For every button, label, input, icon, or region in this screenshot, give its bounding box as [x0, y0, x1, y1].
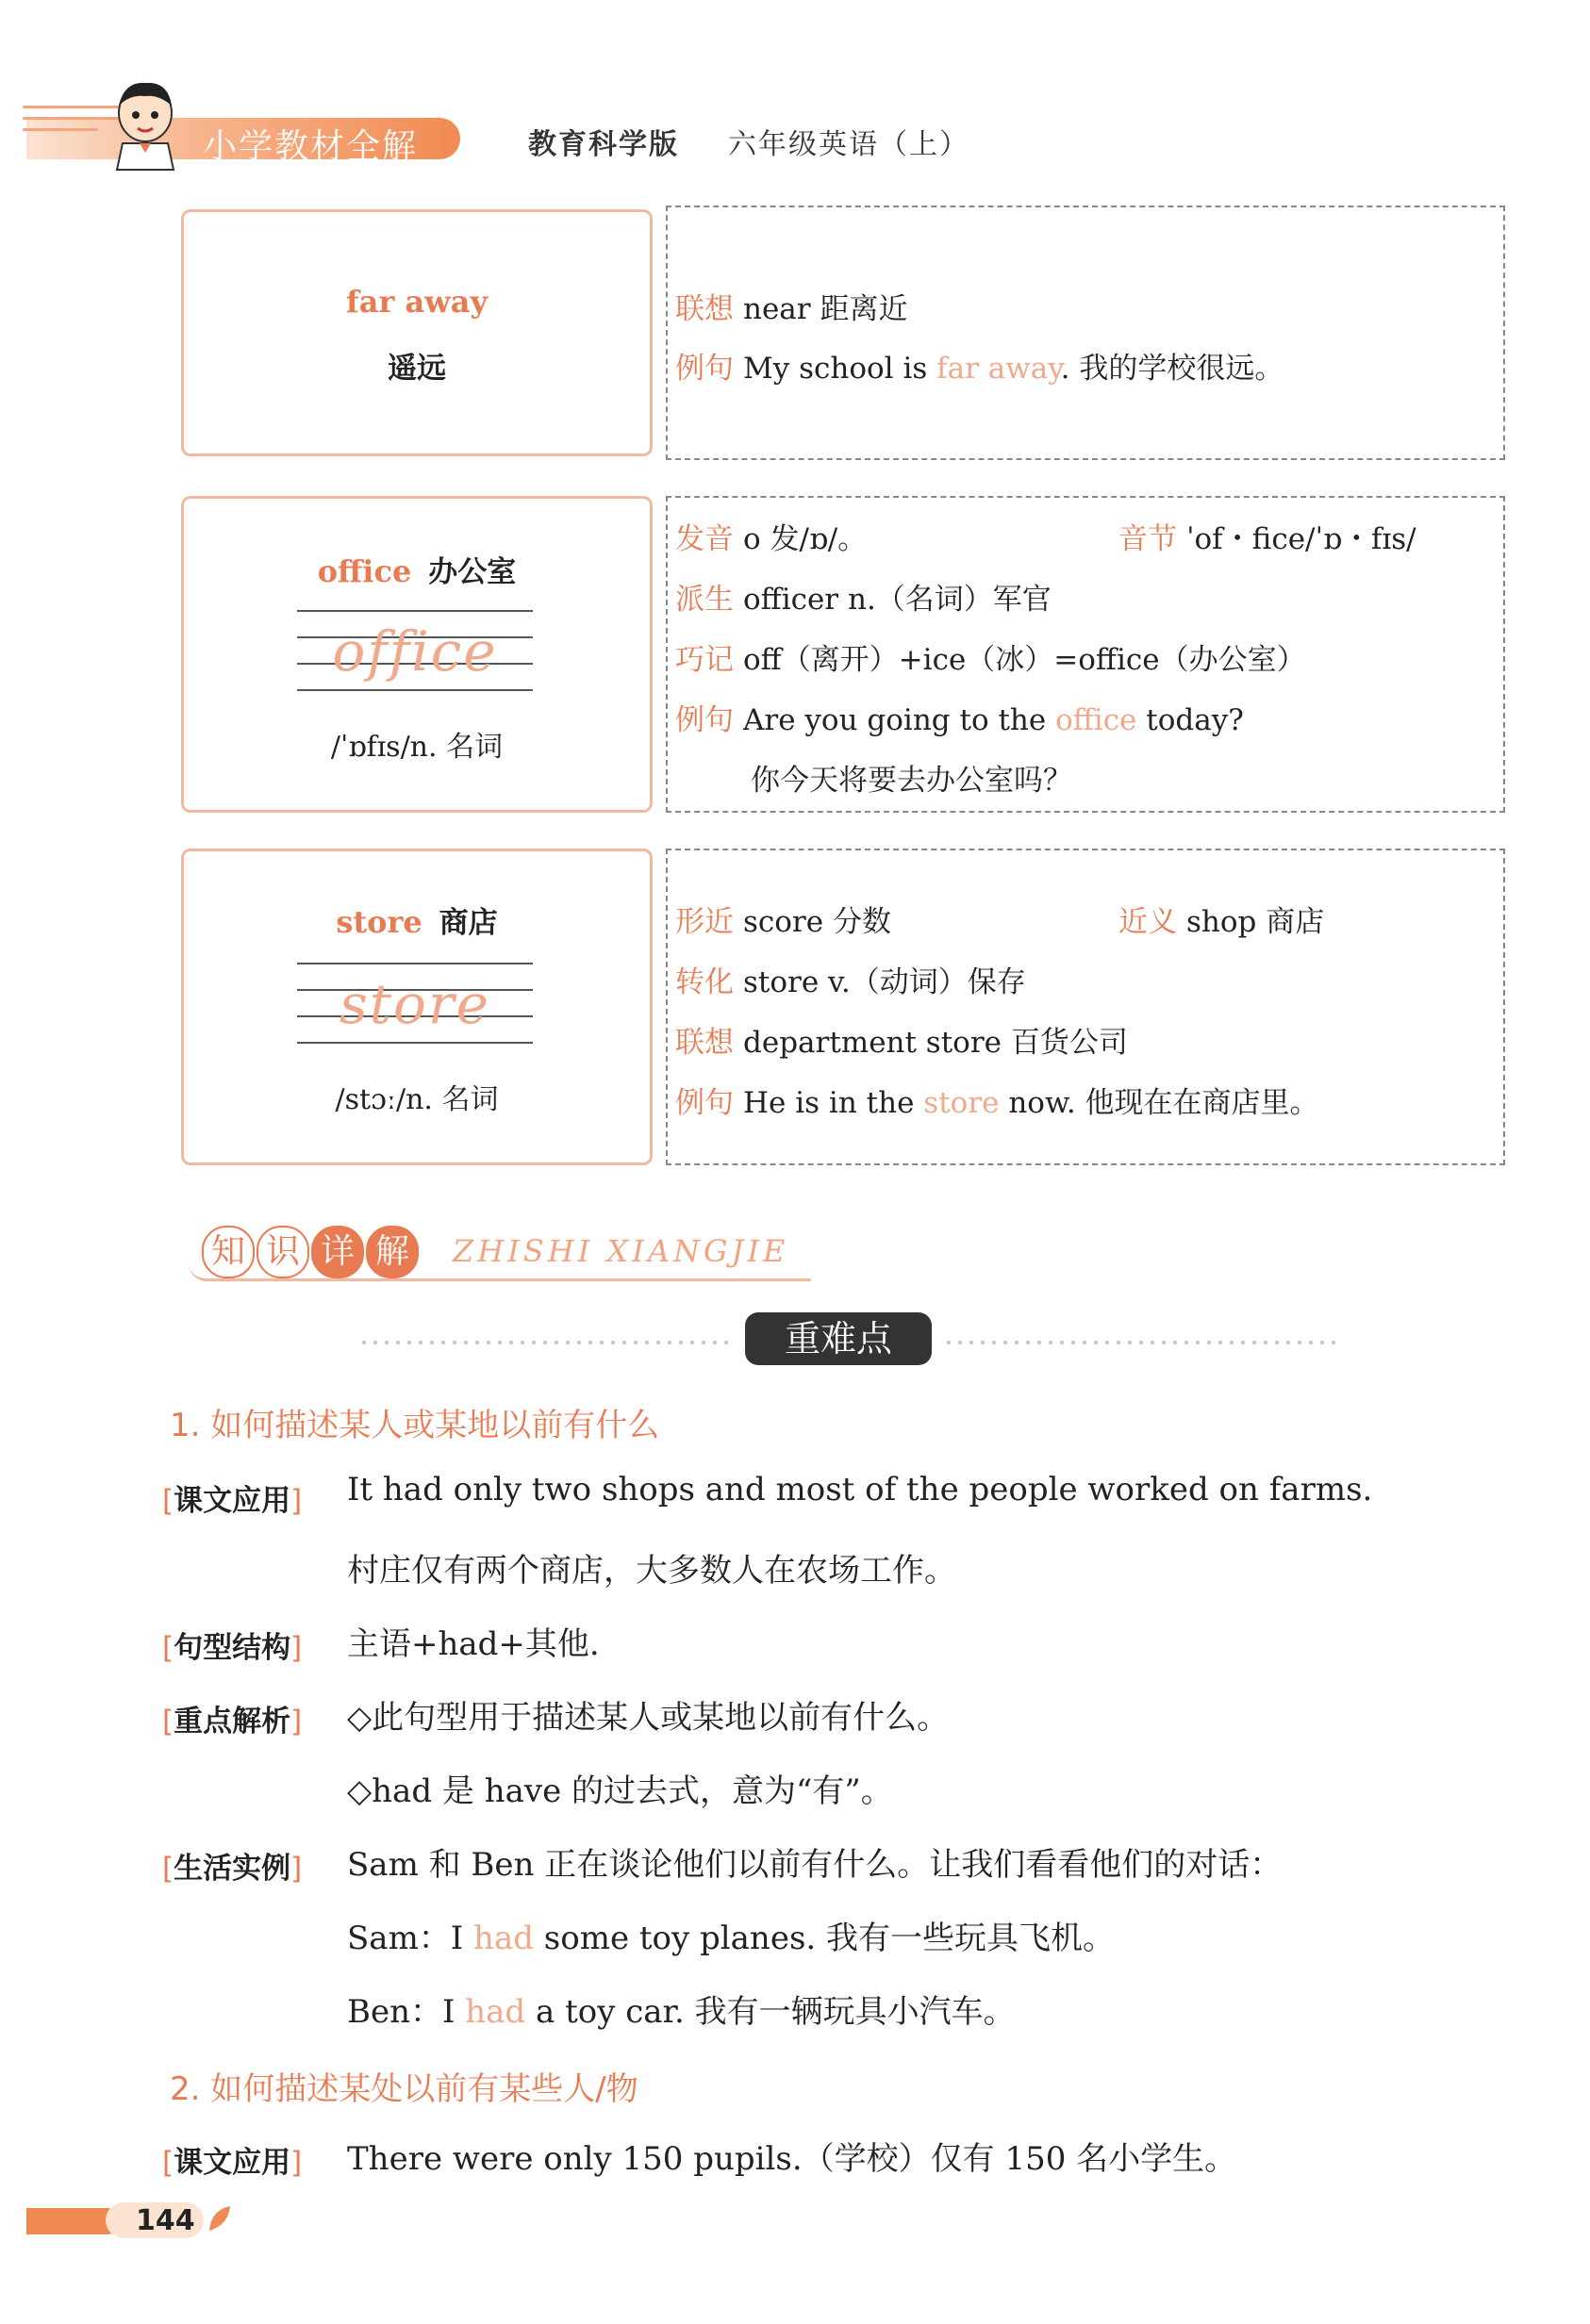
- detail-row: [675, 635, 1306, 678]
- dotted-divider-right: [943, 1337, 1339, 1350]
- row-label: 派生: [675, 583, 734, 617]
- body-line: 村庄仅有两个商店，大多数人在农场工作。: [347, 1552, 956, 1590]
- row-label: 例句: [675, 1086, 734, 1120]
- highlight-word: had: [473, 1920, 534, 1957]
- dialog-line: [347, 1986, 1016, 2032]
- tag-label: 课文应用: [174, 2146, 291, 2180]
- body-line: Sam 和 Ben 正在谈论他们以前有什么。让我们看看他们的对话：: [347, 1846, 1283, 1884]
- card-word: store: [336, 904, 422, 940]
- handwriting-lines: [297, 610, 533, 714]
- leaf-icon: [206, 2202, 234, 2234]
- word-card-office: [181, 496, 653, 813]
- detail-row: [675, 696, 1244, 738]
- detail-row: [675, 1018, 1128, 1061]
- header-edition: 教育科学版: [528, 128, 679, 161]
- row-label: 例句: [675, 703, 734, 737]
- row-text: ˈof・fice/ˈɒ・fɪs/: [1186, 522, 1416, 556]
- tag-life-example: [生活实例]: [162, 1852, 303, 1886]
- dialog-text: Sam：I: [347, 1920, 474, 1957]
- handwriting-lines: [297, 963, 533, 1066]
- card-meaning: 遥远: [388, 352, 446, 386]
- tag-label: 生活实例: [174, 1852, 291, 1886]
- point-title: 1. 如何描述某人或某地以前有什么: [170, 1407, 660, 1444]
- body-line: ◇此句型用于描述某人或某地以前有什么。: [347, 1699, 950, 1737]
- row-text: near 距离近: [743, 292, 908, 326]
- row-label: 联想: [675, 1026, 734, 1060]
- row-text: officer n.（名词）军官: [743, 583, 1052, 617]
- card-word: far away: [345, 284, 489, 320]
- row-text: My school is: [743, 352, 937, 386]
- highlight-word: had: [465, 1993, 526, 2031]
- body-line: There were only 150 pupils.（学校）仅有 150 名小学生。: [347, 2140, 1237, 2178]
- highlight-word: far away: [936, 352, 1061, 386]
- brand-title: 小学教材全解: [203, 127, 419, 166]
- dialog-text: some toy planes. 我有一些玩具飞机。: [533, 1920, 1116, 1957]
- point-title: 2. 如何描述某处以前有某些人/物: [170, 2070, 638, 2108]
- row-text: He is in the: [743, 1086, 924, 1120]
- row-label: 形近: [675, 905, 734, 939]
- word-card-store: [181, 849, 653, 1165]
- phonetic: /stɔː/n. 名词: [335, 1083, 499, 1116]
- row-text: 你今天将要去办公室吗？: [751, 764, 1072, 798]
- section-title: [202, 1226, 421, 1278]
- tag-label: 重点解析: [174, 1705, 291, 1739]
- highlight-word: store: [923, 1086, 1000, 1120]
- detail-row: [675, 285, 907, 327]
- detail-row: [751, 756, 1072, 799]
- tag-text-application: [课文应用]: [162, 2146, 303, 2180]
- card-meaning: 办公室: [428, 555, 517, 589]
- section-char: 解: [366, 1226, 419, 1278]
- detail-row-syllable: [1118, 515, 1416, 557]
- section-char: 知: [202, 1226, 255, 1278]
- body-line: 主语+had+其他.: [347, 1625, 600, 1663]
- detail-row: [675, 344, 1284, 387]
- detail-row: [675, 1079, 1319, 1121]
- row-label: 发音: [675, 522, 734, 556]
- detail-row: [675, 958, 1026, 1000]
- detail-box-office: [666, 496, 1505, 813]
- row-text: Are you going to the: [743, 703, 1056, 737]
- handwriting-word: store: [339, 972, 491, 1036]
- row-text: store v.（动词）保存: [743, 965, 1026, 999]
- header-book: 六年级英语（上）: [728, 128, 969, 161]
- row-label: 例句: [675, 352, 734, 386]
- detail-row: [675, 515, 867, 557]
- page-number: 144: [136, 2204, 195, 2237]
- boy-mascot-icon: [102, 77, 189, 172]
- key-points-badge: 重难点: [745, 1312, 932, 1365]
- row-text: shop 商店: [1186, 905, 1325, 939]
- section-char: 详: [311, 1226, 364, 1278]
- detail-box-store: [666, 849, 1505, 1165]
- dialog-text: Ben：I: [347, 1993, 466, 2031]
- phonetic: /ˈɒfɪs/n. 名词: [330, 731, 504, 764]
- tag-label: 课文应用: [174, 1484, 291, 1518]
- row-text: o 发/ɒ/。: [743, 522, 868, 556]
- body-line: ◇had 是 have 的过去式，意为“有”。: [347, 1772, 893, 1810]
- dialog-text: a toy car. 我有一辆玩具小汽车。: [525, 1993, 1016, 2031]
- body-line: It had only two shops and most of the people worked on farms.: [347, 1471, 1373, 1508]
- row-label: 转化: [675, 965, 734, 999]
- row-text: now. 他现在在商店里。: [999, 1086, 1319, 1120]
- row-text: today?: [1136, 703, 1244, 737]
- section-char: 识: [257, 1226, 309, 1278]
- detail-row: [675, 575, 1052, 618]
- row-label: 音节: [1118, 522, 1177, 556]
- section-pinyin: ZHISHI XIANGJIE: [453, 1233, 789, 1269]
- tag-sentence-structure: [句型结构]: [162, 1631, 303, 1665]
- tag-label: 句型结构: [174, 1631, 291, 1665]
- row-text: off（离开）+ice（冰）=office（办公室）: [743, 643, 1306, 677]
- card-word: office: [317, 553, 412, 589]
- detail-row-synonym: [1118, 898, 1324, 940]
- row-label: 近义: [1118, 905, 1177, 939]
- card-meaning: 商店: [439, 906, 498, 940]
- row-text: department store 百货公司: [743, 1026, 1128, 1060]
- dialog-line: [347, 1912, 1115, 1958]
- detail-box-far-away: [666, 206, 1505, 460]
- row-label: 巧记: [675, 643, 734, 677]
- detail-row: [675, 898, 891, 940]
- dotted-divider-left: [358, 1337, 736, 1350]
- tag-key-analysis: [重点解析]: [162, 1705, 303, 1739]
- row-text: score 分数: [743, 905, 891, 939]
- row-text: . 我的学校很远。: [1060, 352, 1284, 386]
- highlight-word: office: [1055, 703, 1137, 737]
- row-label: 联想: [675, 292, 734, 326]
- handwriting-word: office: [332, 619, 498, 684]
- word-card-far-away: [181, 209, 653, 456]
- tag-text-application: [课文应用]: [162, 1484, 303, 1518]
